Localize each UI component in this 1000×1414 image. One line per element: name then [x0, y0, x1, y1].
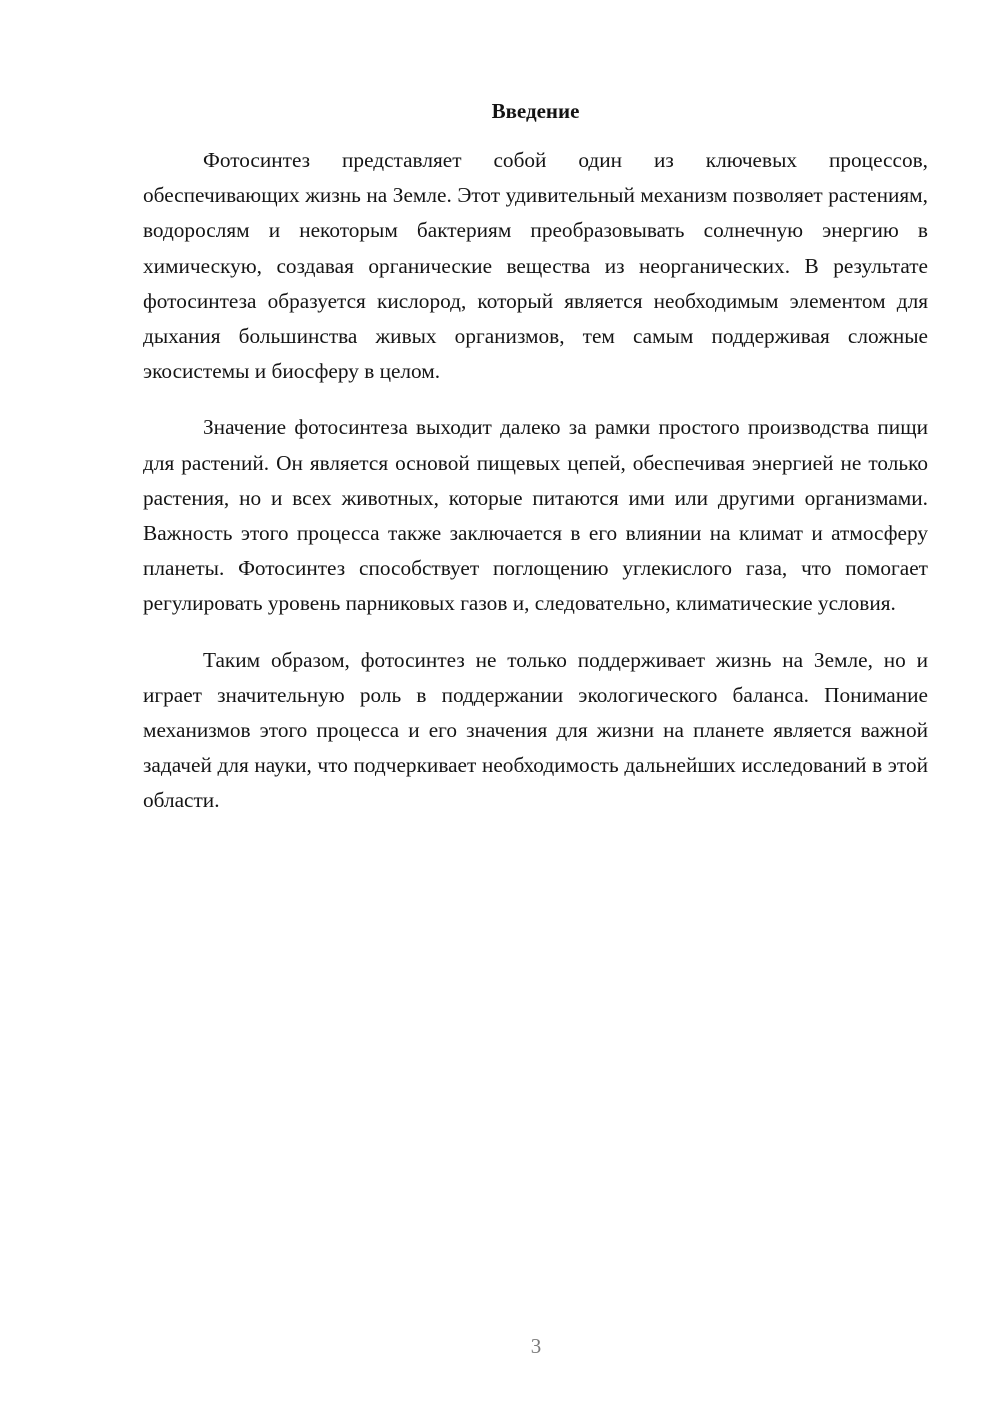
body-text: [143, 143, 928, 840]
section-title: Введение: [491, 99, 580, 123]
paragraph-3: Таким образом, фотосинтез не только поддерживает жизнь на Земле, но и играет значительную роль в поддержании экологического баланса. Понимание механизмов этого процесса и его значения для жизни на планете является важной задачей для науки, что подчеркивает необходимость дальнейших исследований в этой области.: [143, 647, 928, 813]
paragraph-1: Фотосинтез представляет собой один из ключевых процессов, обеспечивающих жизнь на Земле. Этот удивительный механизм позволяет растениям, водорослям и некоторым бактериям преобразовывать солнечную энергию в химическую, создавая органические вещества из неорганических. В результате фотосинтеза образуется кислород, который является необходимым элементом для дыхания большинства живых организмов, тем самым поддерживая сложные экосистемы и биосферу в целом.: [143, 148, 928, 384]
page-number: 3: [530, 1334, 542, 1358]
paragraph-2: Значение фотосинтеза выходит далеко за рамки простого производства пищи для растений. Он является основой пищевых цепей, обеспечивая энергией не только растения, но и всех животных, которые питаются ими или другими организмами. Важность этого процесса также заключается в его влиянии на климат и атмосферу планеты. Фотосинтез способствует поглощению углекислого газа, что помогает регулировать уровень парниковых газов и, следовательно, климатические условия.: [143, 415, 928, 616]
